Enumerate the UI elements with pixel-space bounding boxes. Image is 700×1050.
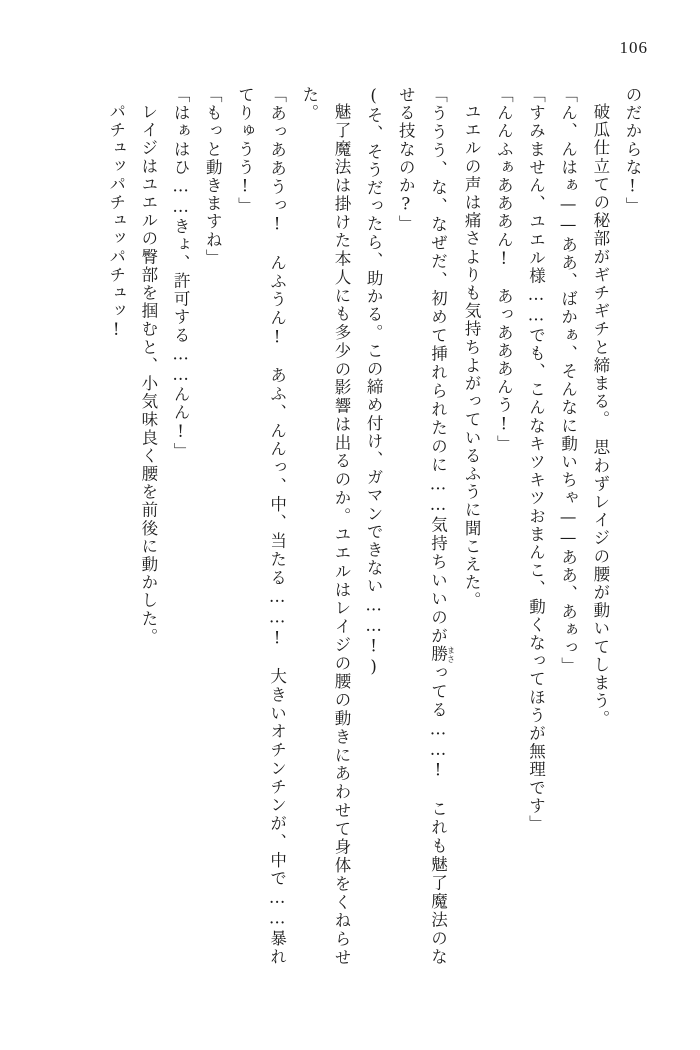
page-number: 106 [619,38,648,57]
paragraph: (そ、そうだったら、助かる。この締め付け、ガマンできない……!) [364,86,384,678]
paragraph: のだからな!」 [623,86,642,216]
ruby-annotation: 勝 まさ [428,645,456,664]
paragraph: パチュッパチュッパチュッ! [106,102,126,341]
paragraph: 「すみません、ユエル様……でも、こんなキツキツおまんこ、動くなってほうが無理です」 [526,86,546,834]
novel-body-text [48,86,648,966]
paragraph: 「はぁはひ……きょ、許可する……んん!」 [171,86,191,461]
paragraph: 破瓜仕立ての秘部がギチギチと締まる。 思わずレイジの腰が動いてしまう。 [590,102,610,728]
paragraph: 「ん、んはぁ——ああ、ばかぁ、そんなに動いちゃ——ああ、あぁっ」 [558,86,578,676]
paragraph: 「んんふぁあああん! あっあああんう!」 [494,86,514,453]
paragraph: ユエルの声は痛さよりも気持ちよがっているふうに聞こえた。 [462,102,482,610]
paragraph-with-ruby: 「ううう、な、なぜだ、初めて挿れられたのに……気持ちいいのが勝 まさってる……! これも魅了魔法のなせる技なのか?」 [396,86,456,967]
paragraph: 「あっああうっ! んふうん! あふ、んんっ、中、当たる……! 大きいオチンチンが、中で……暴れてりゅうう!」 [235,86,287,966]
paragraph: 魅了魔法は掛けた本人にも多少の影響は出るのか。ユエルはレイジの腰の動きにあわせて身体をくねらせた。 [299,86,351,966]
paragraph: 「もっと動きますね」 [203,86,223,267]
paragraph: レイジはユエルの臀部を掴むと、小気味良く腰を前後に動かした。 [138,102,158,646]
